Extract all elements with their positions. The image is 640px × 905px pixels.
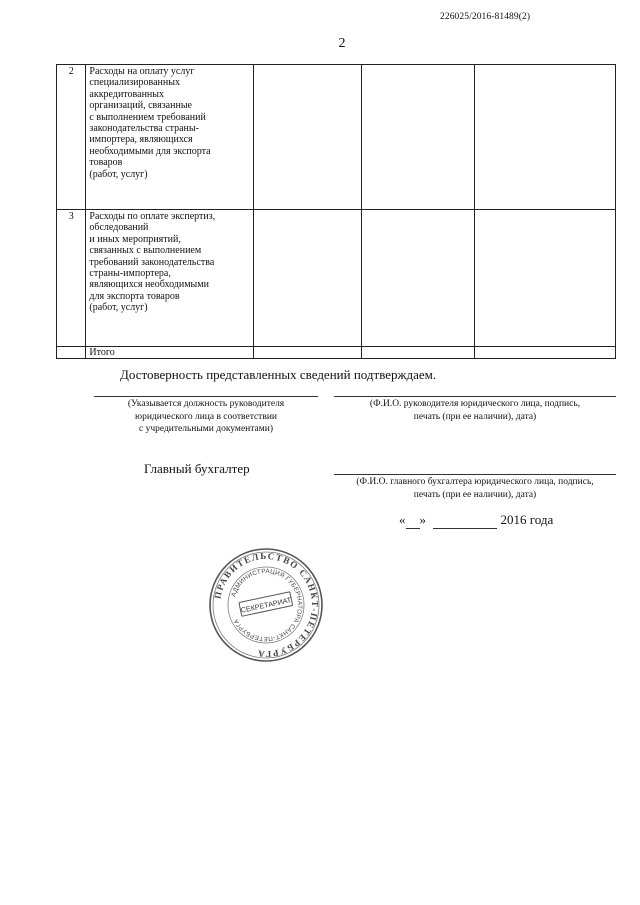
description-line: (работ, услуг)	[89, 302, 148, 314]
empty-cell	[253, 347, 362, 359]
row-description	[86, 65, 253, 210]
description-line: необходимыми для экспорта	[89, 145, 211, 157]
caption-line: с учредительными документами)	[138, 424, 273, 434]
description-line: связанных с выполнением	[89, 245, 202, 257]
empty-cell	[362, 347, 475, 359]
stamp-center-text: СЕКРЕТАРИАТ	[239, 595, 293, 615]
chief-accountant-caption	[328, 476, 622, 501]
row-number: 2	[57, 65, 86, 210]
chief-accountant-label: Главный бухгалтер	[144, 461, 250, 476]
empty-cell	[362, 65, 475, 210]
year-text: 2016 года	[500, 512, 554, 527]
day-blank	[406, 512, 420, 529]
empty-cell	[474, 210, 615, 347]
total-label: Итого	[86, 347, 253, 359]
head-signature-line	[334, 396, 616, 397]
row-number: 3	[57, 210, 86, 347]
description-line: обследований	[89, 222, 149, 234]
close-quote: »	[419, 512, 426, 527]
description-line: организаций, связанные	[89, 100, 192, 112]
description-line: импортера, являющихся	[89, 134, 193, 146]
empty-cell	[253, 65, 362, 210]
description-line: являющихся необходимыми	[89, 279, 209, 291]
head-position-line	[94, 396, 318, 397]
stamp-outer-text: ПРАВИТЕЛЬСТВО САНКТ-ПЕТЕРБУРГА	[212, 550, 321, 660]
chief-accountant-line	[334, 474, 616, 475]
official-stamp	[206, 545, 326, 665]
empty-cell	[253, 210, 362, 347]
description-line: товаров	[89, 157, 123, 169]
description-line: законодательства страны-	[89, 123, 199, 135]
row-description	[86, 210, 253, 347]
confirmation-text: Достоверность представленных сведений подтверждаем.	[120, 367, 437, 382]
description-line: и иных мероприятий,	[89, 233, 181, 245]
total-row	[57, 347, 616, 359]
description-line: аккредитованных	[89, 88, 164, 100]
caption-line: (Указывается должность руководителя	[127, 399, 285, 409]
date-line	[399, 512, 553, 529]
description-line: для экспорта товаров	[89, 290, 180, 302]
description-line: Расходы на оплату услуг	[89, 66, 195, 77]
month-blank	[433, 512, 497, 529]
page-number: 2	[338, 36, 346, 51]
description-line: с выполнением требований	[89, 111, 206, 123]
head-signature-caption	[328, 398, 622, 423]
caption-line: (Ф.И.О. главного бухгалтера юридического лица, подпись,	[356, 477, 594, 487]
description-line: специализированных	[89, 77, 180, 89]
empty-cell	[474, 65, 615, 210]
description-line: Расходы по оплате экспертиз,	[89, 211, 216, 222]
caption-line: юридического лица в соответствии	[134, 411, 277, 422]
description-line: (работ, услуг)	[89, 168, 148, 180]
expenses-table	[56, 64, 616, 359]
caption-line: печать (при ее наличии), дата)	[413, 489, 537, 500]
head-position-caption	[94, 398, 318, 436]
caption-line: (Ф.И.О. руководителя юридического лица, подпись,	[369, 399, 581, 409]
caption-line: печать (при ее наличии), дата)	[413, 411, 537, 422]
open-quote: «	[399, 512, 406, 527]
stamp-center-box	[239, 592, 293, 617]
stamp-inner-text: АДМИНИСТРАЦИЯ ГУБЕРНАТОРА САНКТ-ПЕТЕРБУРГА	[230, 567, 304, 643]
empty-cell	[474, 347, 615, 359]
empty-cell	[362, 210, 475, 347]
description-line: требований законодательства	[89, 256, 215, 268]
table-row	[57, 65, 616, 210]
table-row	[57, 210, 616, 347]
document-number: 226025/2016-81489(2)	[440, 12, 531, 22]
description-line: страны-импортера,	[89, 268, 171, 280]
empty-cell	[57, 347, 86, 359]
